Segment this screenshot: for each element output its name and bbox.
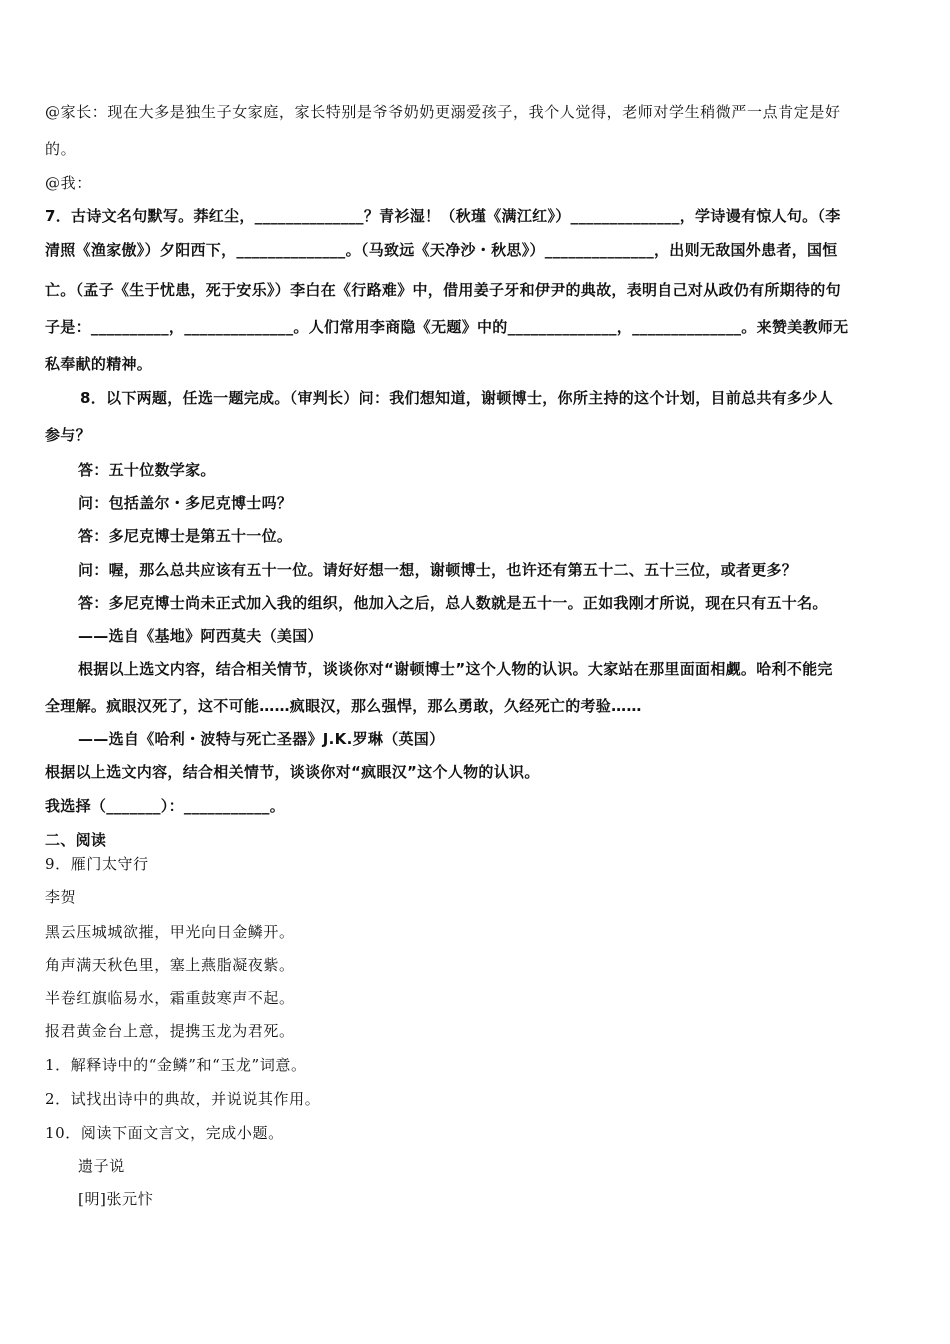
paragraph-line: 的。 [45,140,77,158]
dialogue-line: 答：多尼克博士尚未正式加入我的组织，他加入之后，总人数就是五十一。正如我刚才所说，现在只有五十名。 [78,594,828,612]
dialogue-line: 答：五十位数学家。 [78,461,216,479]
poem-title: 9．雁门太守行 [45,855,149,873]
paragraph-line: 根据以上选文内容，结合相关情节，谈谈你对“疯眼汉”这个人物的认识。 [45,763,540,781]
text-title: 遗子说 [78,1157,125,1175]
text-author: [明]张元忭 [78,1190,154,1208]
dialogue-line: 问：喔，那么总共应该有五十一位。请好好想一想，谢顿博士，也许还有第五十二、五十三位，或者更多？ [78,561,798,579]
question-8-line: 8．以下两题，任选一题完成。（审判长）问：我们想知道，谢顿博士，你所主持的这个计划，目前总共有多少人 [80,389,833,407]
question-8-line: 参与？ [45,426,91,444]
sub-question: 1．解释诗中的“金鳞”和“玉龙”词意。 [45,1056,307,1074]
question-7-line: 私奉献的精神。 [45,355,153,373]
dialogue-line: 问：包括盖尔・多尼克博士吗？ [78,494,293,512]
question-7-line: 亡。（孟子《生于忧患，死于安乐》）李白在《行路难》中，借用姜子牙和伊尹的典故，表明自己对从政仍有所期待的句 [45,281,841,299]
paragraph-line: @家长：现在大多是独生子女家庭，家长特别是爷爷奶奶更溺爱孩子，我个人觉得，老师对学生稍微严一点肯定是好 [45,103,841,121]
question-7-line: 子是：__________，______________。人们常用李商隐《无题》中的______________，______________。来赞美教师无 [45,318,849,336]
poem-line: 角声满天秋色里，塞上燕脂凝夜紫。 [45,956,295,974]
poem-line: 报君黄金台上意，提携玉龙为君死。 [45,1022,295,1040]
source-citation: ——选自《基地》阿西莫夫（美国） [78,627,323,645]
poem-author: 李贺 [45,888,77,906]
answer-choice-line: 我选择（_______）：___________。 [45,797,286,815]
section-heading: 二、阅读 [45,831,107,849]
paragraph-line: 全理解。疯眼汉死了，这不可能……疯眼汉，那么强悍，那么勇敢，久经死亡的考验…… [45,697,642,715]
source-citation: ——选自《哈利・波特与死亡圣器》J.K.罗琳（英国） [78,730,445,748]
paragraph-line: @我： [45,174,92,192]
question-7-line: 7．古诗文名句默写。莽红尘，______________？青衫湿！（秋瑾《满江红》）______________，学诗谩有惊人句。（李 [45,207,841,225]
poem-line: 半卷红旗临易水，霜重鼓寒声不起。 [45,989,295,1007]
question-7-line: 清照《渔家傲》）夕阳西下，______________。（马致远《天净沙・秋思》）______________，出则无敌国外患者，国恒 [45,241,838,259]
sub-question: 2．试找出诗中的典故，并说说其作用。 [45,1090,321,1108]
poem-line: 黑云压城城欲摧，甲光向日金鳞开。 [45,923,295,941]
paragraph-line: 根据以上选文内容，结合相关情节，谈谈你对“谢顿博士”这个人物的认识。大家站在那里面面相觑。哈利不能完 [78,660,833,678]
dialogue-line: 答：多尼克博士是第五十一位。 [78,527,293,545]
question-10: 10．阅读下面文言文，完成小题。 [45,1124,284,1142]
